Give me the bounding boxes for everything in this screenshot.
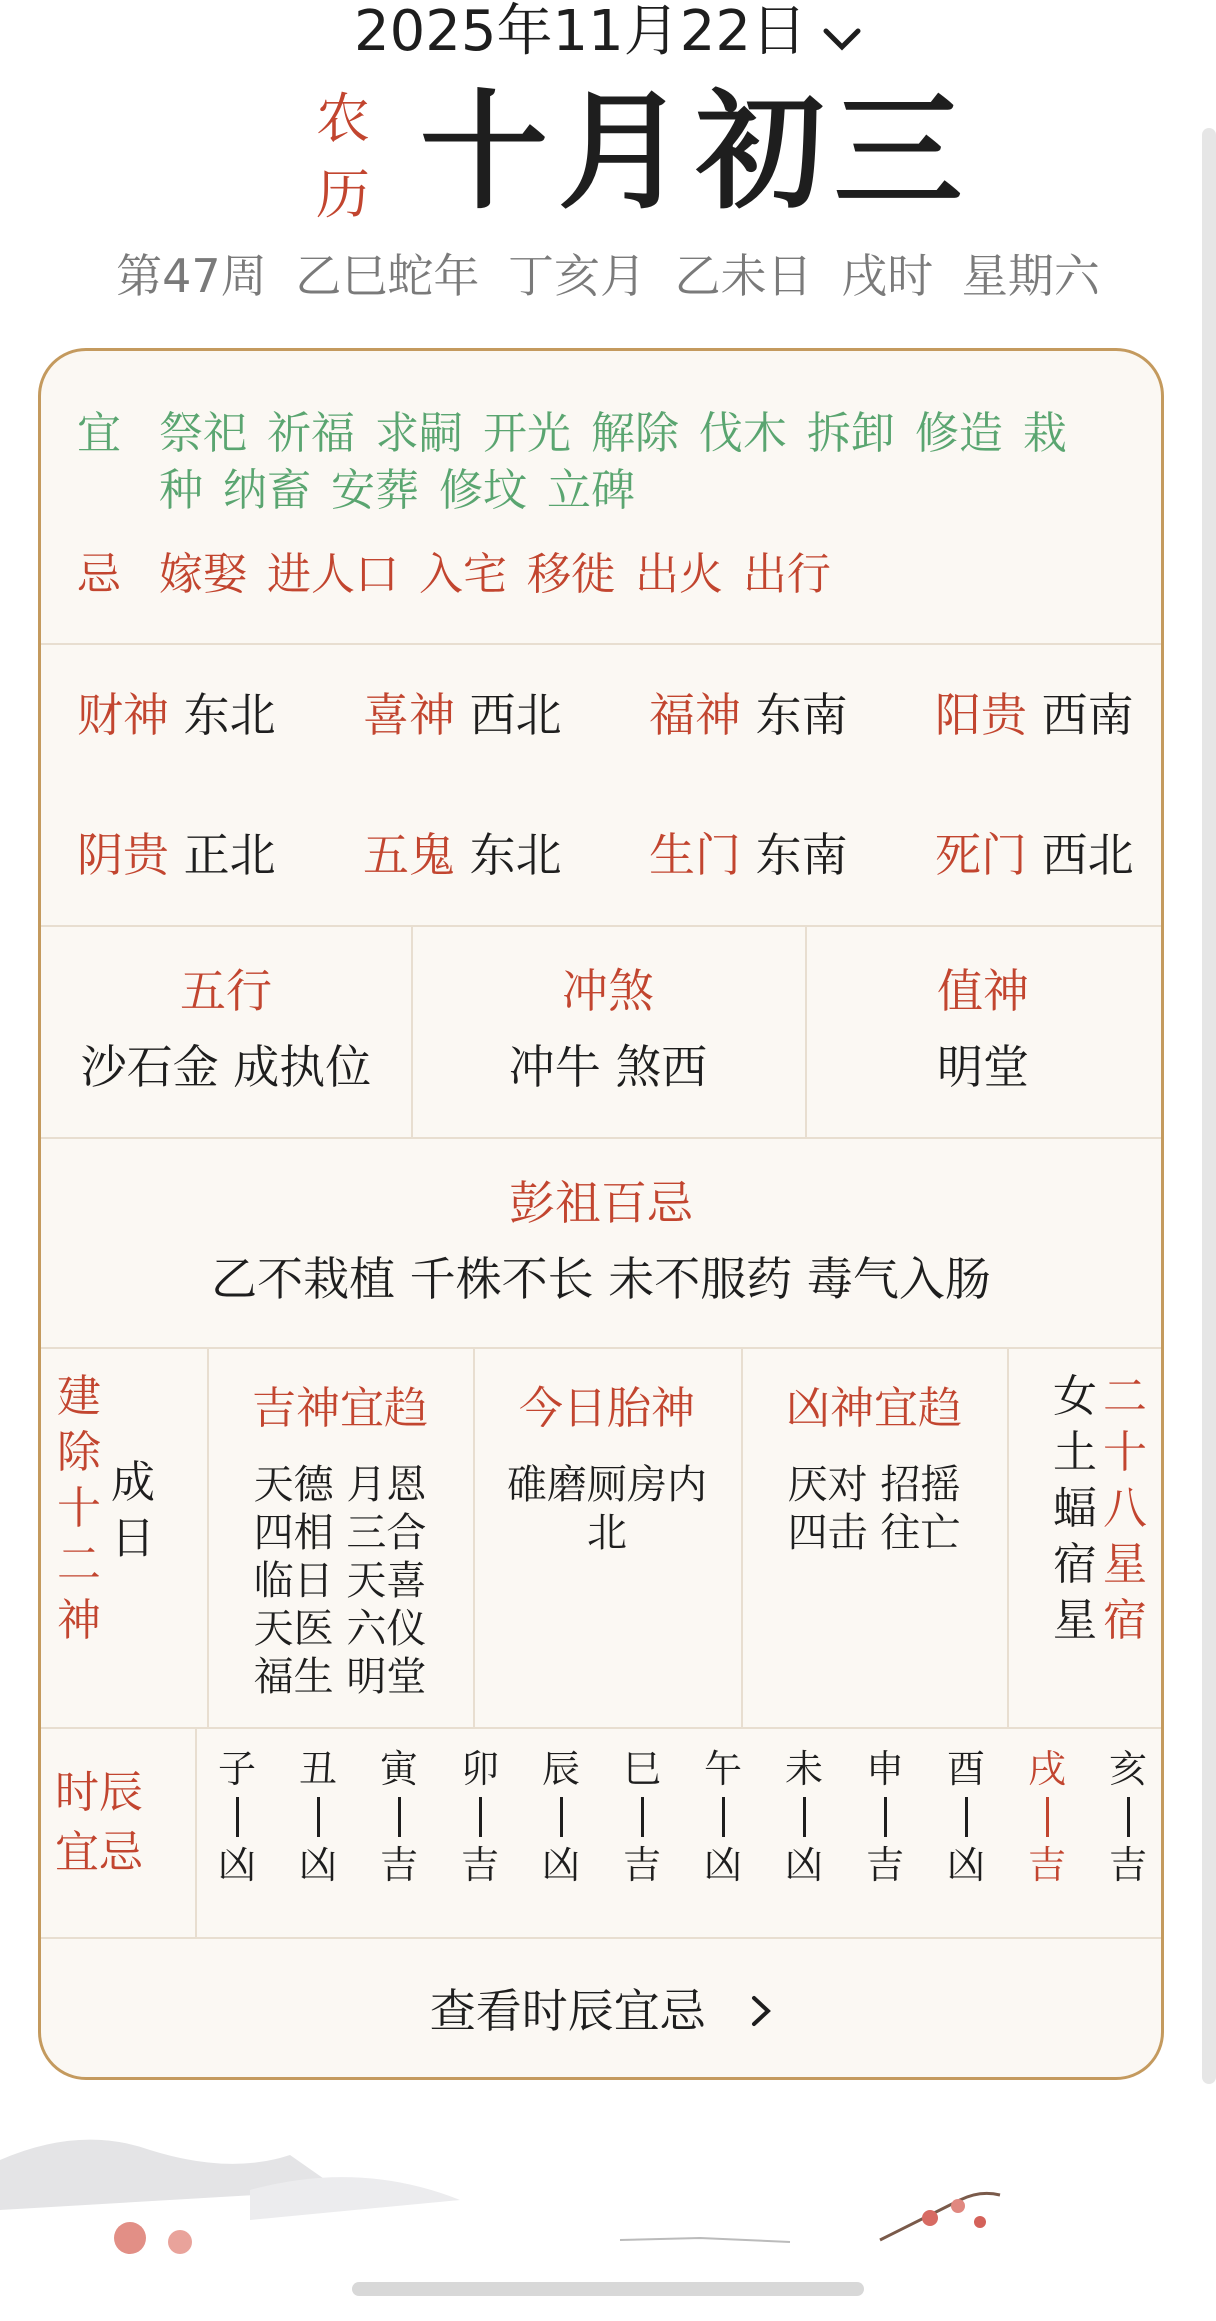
hour-luck: 凶 xyxy=(703,1843,742,1887)
god-direction-fushen: 福神 东南 xyxy=(649,688,848,742)
year-ganzhi: 乙巳蛇年 xyxy=(295,249,480,303)
hour-branch: 卯 xyxy=(460,1747,499,1791)
zhishen-value: 明堂 xyxy=(937,1040,1029,1094)
lunar-tag-2: 历 xyxy=(316,163,370,226)
hour-separator xyxy=(236,1797,239,1837)
lunar-tag-1: 农 xyxy=(316,87,370,150)
hour-branch: 亥 xyxy=(1108,1747,1147,1791)
hour-cell-5 xyxy=(612,1745,672,1889)
month-ganzhi: 丁亥月 xyxy=(507,249,646,303)
god-direction-caishen: 财神 东北 xyxy=(77,688,276,742)
taishen-value-line2: 北 xyxy=(587,1510,627,1556)
hour-cell-1 xyxy=(288,1745,348,1889)
hour-ganzhi: 戌时 xyxy=(841,249,934,303)
selected-date[interactable]: 2025年11月22日 xyxy=(353,0,807,64)
wuxing-value: 沙石金 成执位 xyxy=(80,1040,372,1094)
hour-luck: 凶 xyxy=(946,1843,985,1887)
hour-separator xyxy=(317,1797,320,1837)
taishen-title: 今日胎神 xyxy=(519,1383,695,1434)
chongsha-title: 冲煞 xyxy=(562,964,654,1018)
divider xyxy=(41,1347,1161,1349)
lunar-date: 十月初三 xyxy=(420,78,973,227)
hour-branch: 辰 xyxy=(541,1747,580,1791)
hour-cell-7 xyxy=(774,1745,834,1889)
hour-cell-11 xyxy=(1098,1745,1158,1889)
ganzhi-line xyxy=(0,240,1216,306)
hour-branch: 申 xyxy=(865,1747,904,1791)
hour-luck: 吉 xyxy=(1108,1843,1147,1887)
yi-items-line1: 祭祀 祈福 求嗣 开光 解除 伐木 拆卸 修造 栽 xyxy=(159,408,1067,459)
divider xyxy=(41,1137,1161,1139)
hour-separator xyxy=(965,1797,968,1837)
pengzu-value: 乙不栽植 千株不长 未不服药 毒气入肠 xyxy=(211,1252,991,1306)
lunar-date-block xyxy=(0,78,1216,228)
hour-branch: 丑 xyxy=(298,1747,337,1791)
god-direction-simen: 死门 西北 xyxy=(935,828,1134,882)
hour-cell-0 xyxy=(207,1745,267,1889)
hour-luck: 凶 xyxy=(298,1843,337,1887)
wuxing-title: 五行 xyxy=(180,964,272,1018)
hour-separator xyxy=(398,1797,401,1837)
hour-branch: 未 xyxy=(784,1747,823,1791)
shichen-label-1: 时辰 xyxy=(55,1767,143,1818)
hour-branch: 子 xyxy=(217,1747,256,1791)
hour-luck: 凶 xyxy=(541,1843,580,1887)
hour-separator xyxy=(884,1797,887,1837)
date-selector[interactable] xyxy=(0,0,1216,70)
hour-cell-10 xyxy=(1017,1745,1077,1889)
hour-luck: 吉 xyxy=(379,1843,418,1887)
hour-separator xyxy=(479,1797,482,1837)
divider xyxy=(41,1937,1161,1939)
taishen-value-line1: 碓磨厕房内 xyxy=(507,1462,707,1508)
weekday: 星期六 xyxy=(961,249,1100,303)
view-shichen-button[interactable] xyxy=(41,1961,1161,2061)
hour-cell-6 xyxy=(693,1745,753,1889)
day-ganzhi: 乙未日 xyxy=(674,249,813,303)
hour-cell-2 xyxy=(369,1745,429,1889)
hour-luck: 吉 xyxy=(865,1843,904,1887)
hour-cell-8 xyxy=(855,1745,915,1889)
god-direction-yingui: 阴贵 正北 xyxy=(77,828,276,882)
zhishen-title: 值神 xyxy=(937,964,1029,1018)
hour-luck: 吉 xyxy=(460,1843,499,1887)
divider xyxy=(41,643,1161,645)
ji-label: 忌 xyxy=(77,549,121,600)
hour-luck: 凶 xyxy=(217,1843,256,1887)
god-direction-xishen: 喜神 西北 xyxy=(363,688,562,742)
yi-items-line2: 种 纳畜 安葬 修坟 立碑 xyxy=(159,465,635,516)
chevron-right-icon xyxy=(750,1962,772,2062)
hour-luck: 吉 xyxy=(1027,1843,1066,1887)
divider xyxy=(41,925,1161,927)
hour-cell-9 xyxy=(936,1745,996,1889)
yi-label: 宜 xyxy=(77,408,121,459)
hour-branch: 巳 xyxy=(622,1747,661,1791)
hour-cell-3 xyxy=(450,1745,510,1889)
ji-items: 嫁娶 进人口 入宅 移徙 出火 出行 xyxy=(159,549,831,600)
pengzu-title: 彭祖百忌 xyxy=(509,1176,693,1230)
hour-luck: 吉 xyxy=(622,1843,661,1887)
chevron-down-icon[interactable] xyxy=(822,25,862,57)
hour-branch: 戌 xyxy=(1027,1747,1066,1791)
chongsha-value: 冲牛 煞西 xyxy=(508,1040,708,1094)
hour-branch: 午 xyxy=(703,1747,742,1791)
week-number: 第47周 xyxy=(116,249,267,303)
home-indicator[interactable] xyxy=(352,2282,864,2296)
hour-separator xyxy=(641,1797,644,1837)
god-direction-yanggui: 阳贵 西南 xyxy=(935,688,1134,742)
hour-separator xyxy=(1046,1797,1049,1837)
divider xyxy=(41,1727,1161,1729)
hour-separator xyxy=(560,1797,563,1837)
hour-separator xyxy=(803,1797,806,1837)
jishen-title: 吉神宜趋 xyxy=(252,1383,428,1434)
hour-separator xyxy=(722,1797,725,1837)
god-direction-shengmen: 生门 东南 xyxy=(649,828,848,882)
hour-branch: 酉 xyxy=(946,1747,985,1791)
scrollbar[interactable] xyxy=(1202,128,1216,2084)
hour-branch: 寅 xyxy=(379,1747,418,1791)
hour-luck: 凶 xyxy=(784,1843,823,1887)
god-direction-wugui: 五鬼 东北 xyxy=(363,828,562,882)
hour-cell-4 xyxy=(531,1745,591,1889)
shichen-label-2: 宜忌 xyxy=(55,1827,143,1878)
hour-separator xyxy=(1127,1797,1130,1837)
view-shichen-label: 查看时辰宜忌 xyxy=(429,1984,706,2038)
xiongshen-title: 凶神宜趋 xyxy=(786,1383,962,1434)
almanac-card: 宜 祭祀 祈福 求嗣 开光 解除 伐木 拆卸 修造 栽 种 纳畜 安葬 修坟 立碑 忌 嫁娶 进人口 入宅 移徙 出火 出行 财神 东北 喜神 西北 福神 东南 阳贵 西南 阴贵 正北 五鬼 东北 生门 东南 死门 西北 五行 沙石金 成执位 冲煞 冲牛 煞西 值神 明堂 彭祖百忌 乙不栽植 千株不长 未不服药 毒气入肠 建 除 十 二 神 成 日 吉神宜趋 天德 月恩 四相 三合 临日 天喜 天医 六仪 福生 明堂 今日胎神 碓磨厕房内 北 凶神宜趋 厌对 招摇 四击 往亡 女 土 蝠 宿 星 二 十 八 星 宿 时辰 宜忌 子 凶 丑 凶 寅 吉 卯 吉 辰 凶 巳 吉 午 凶 未 凶 申 吉 酉 凶 戌 吉 亥 吉 查看时辰宜忌 xyxy=(38,348,1164,2080)
